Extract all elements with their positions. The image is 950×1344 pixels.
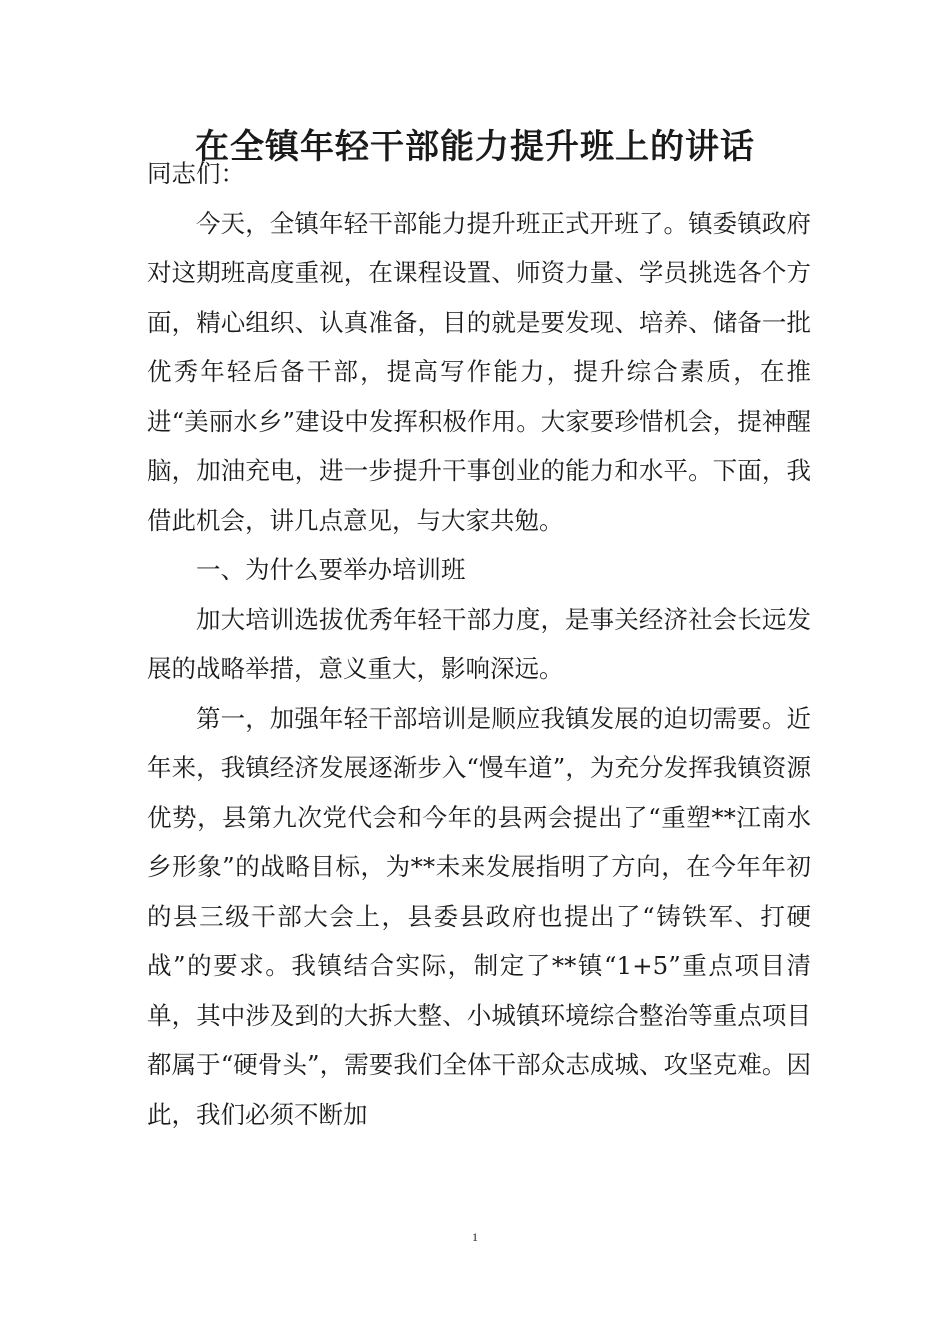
document-body	[147, 149, 811, 1139]
page-number: 1	[472, 1230, 478, 1244]
document-title: 在全镇年轻干部能力提升班上的讲话	[195, 127, 755, 167]
section-heading: 一、为什么要举办培训班	[196, 555, 466, 584]
paragraph-first-point: 第一，加强年轻干部培训是顺应我镇发展的迫切需要。近年来，我镇经济发展逐渐步入“慢车道”，为充分发挥我镇资源优势，县第九次党代会和今年的县两会提出了“重塑**江南水乡形象”的战略目标，为**未来发展指明了方向，在今年年初的县三级干部大会上，县委县政府也提出了“铸铁军、打硬战”的要求。我镇结合实际，制定了**镇“1+5”重点项目清单，其中涉及到的大拆大整、小城镇环境综合整治等重点项目都属于“硬骨头”，需要我们全体干部众志成城、攻坚克难。因此，我们必须不断加	[147, 703, 811, 1129]
paragraph-opening: 今天，全镇年轻干部能力提升班正式开班了。镇委镇政府对这期班高度重视，在课程设置、师资力量、学员挑选各个方面，精心组织、认真准备，目的就是要发现、培养、储备一批优秀年轻后备干部，提高写作能力，提升综合素质，在推进“美丽水乡”建设中发挥积极作用。大家要珍惜机会，提神醒脑，加油充电，进一步提升干事创业的能力和水平。下面，我借此机会，讲几点意见，与大家共勉。	[147, 208, 811, 535]
salutation: 同志们：	[147, 159, 245, 188]
paragraph-intro: 加大培训选拔优秀年轻干部力度，是事关经济社会长远发展的战略举措，意义重大，影响深远。	[147, 604, 811, 683]
